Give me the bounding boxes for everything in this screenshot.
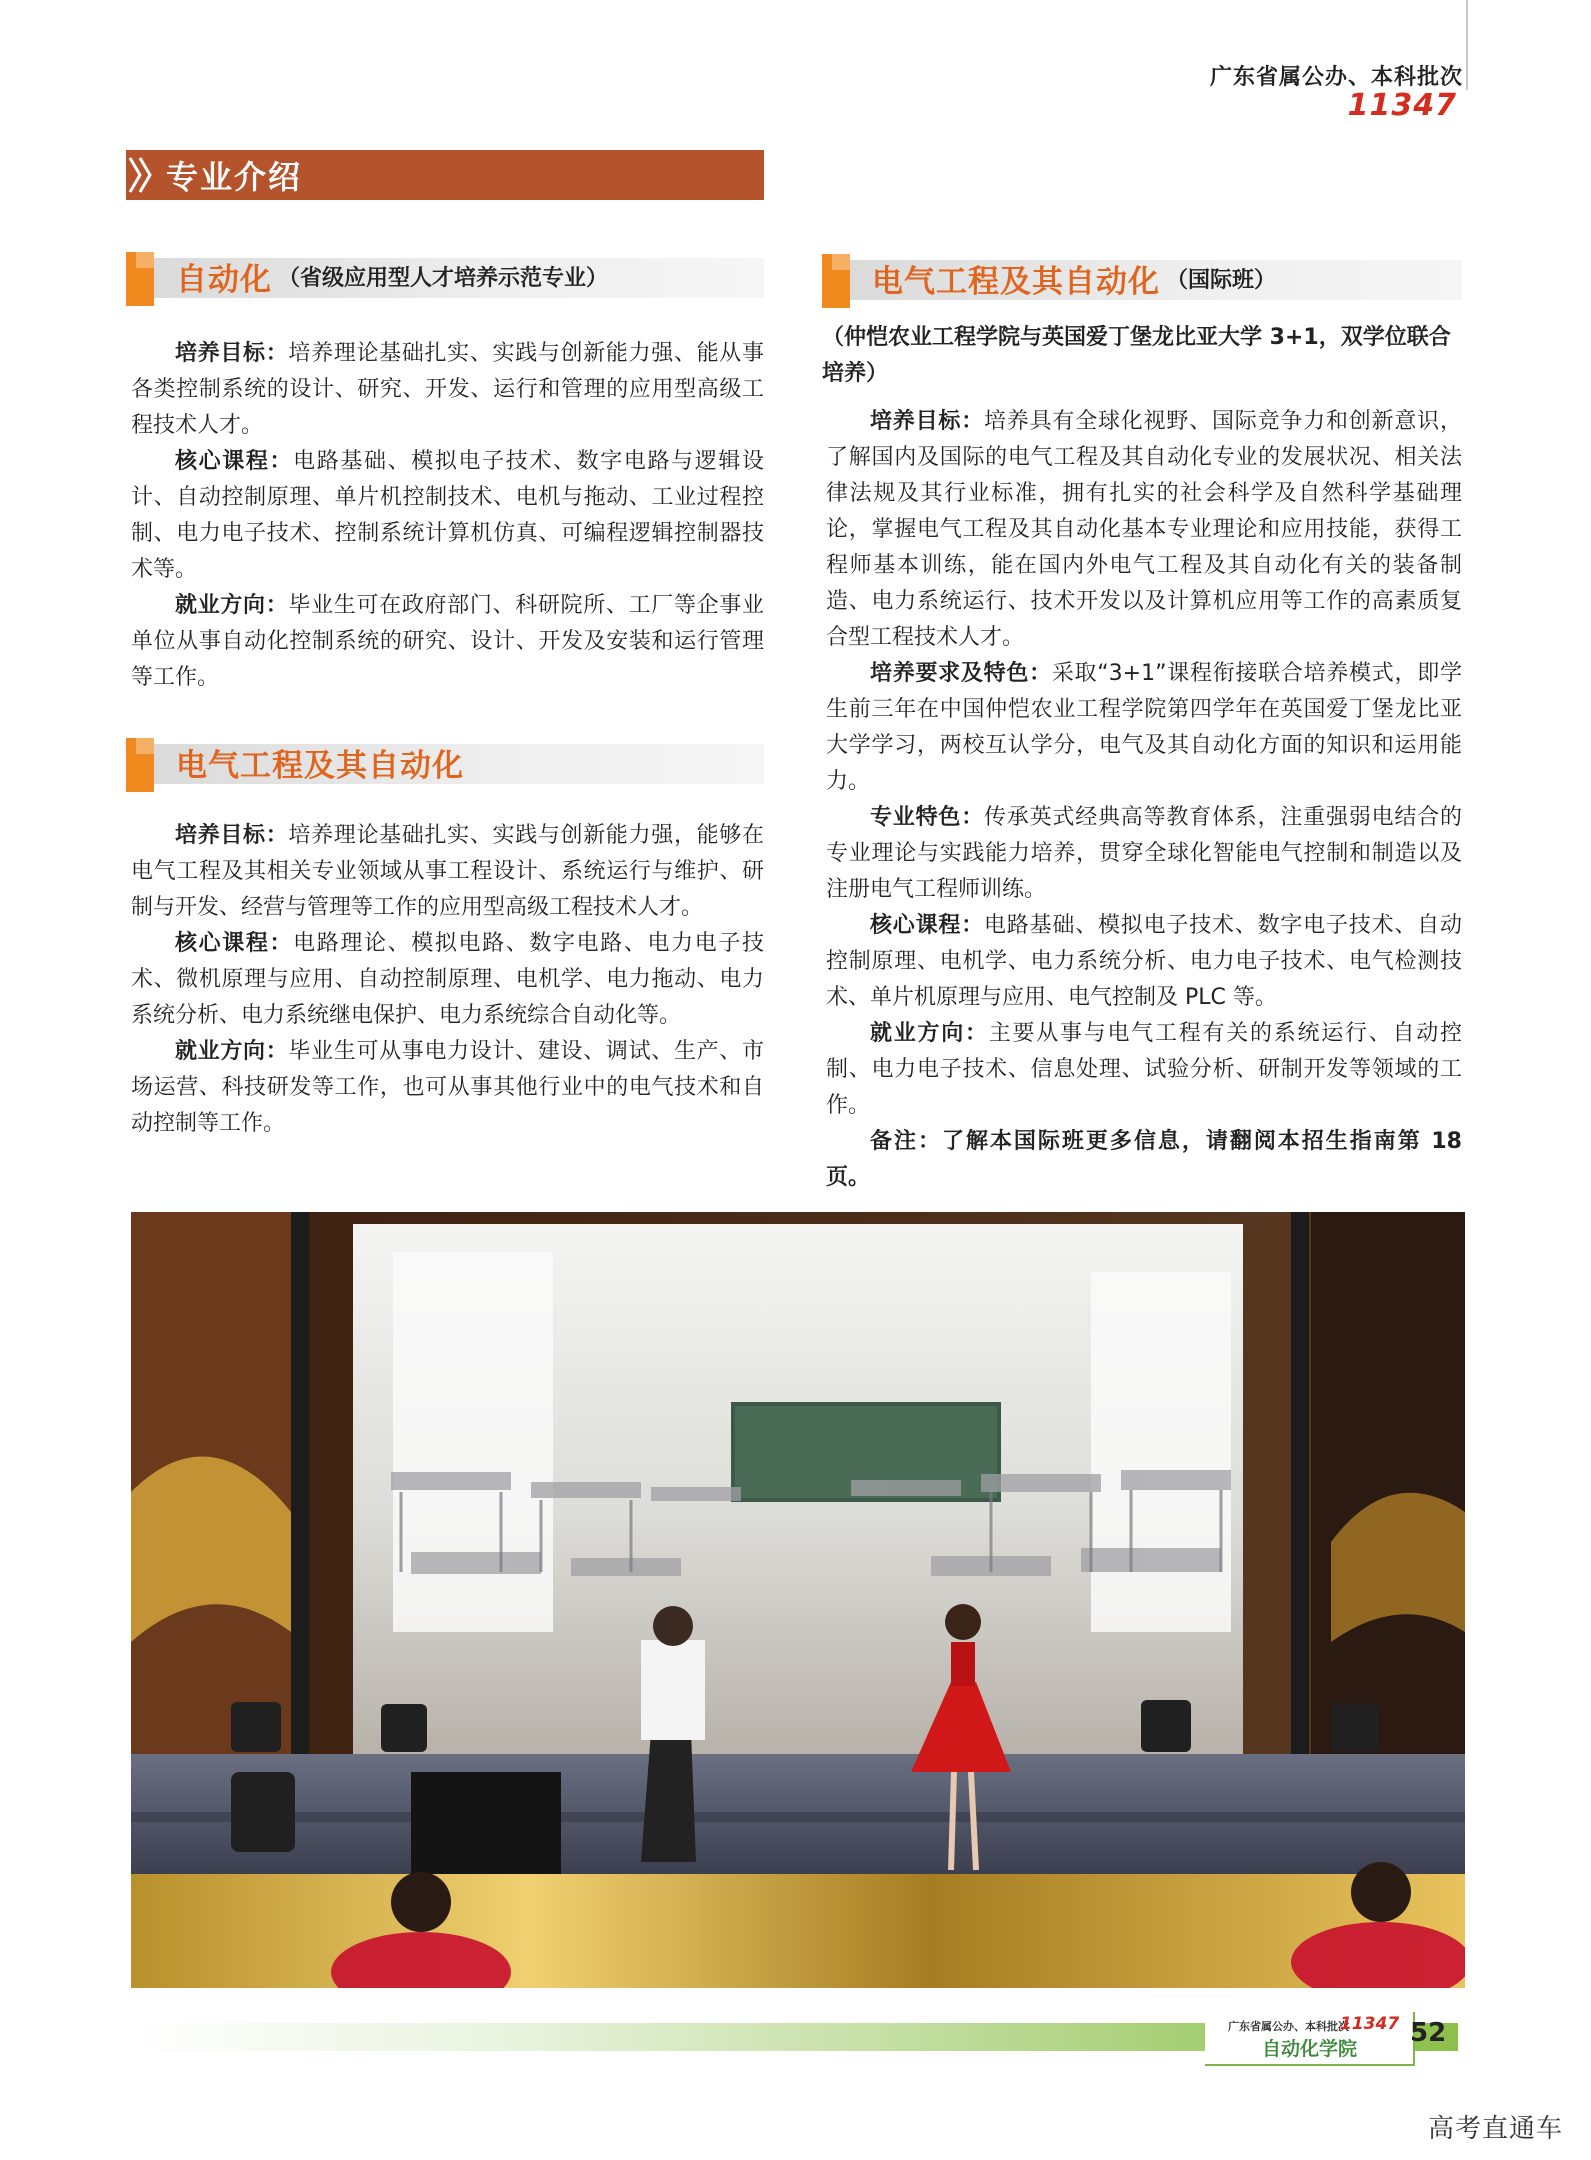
intl-para-requirements: 培养要求及特色：采取“3+1”课程衔接联合培养模式，即学生前三年在中国仲恺农业工程学院第四学年在英国爱丁堡龙比亚大学学习，两校互认学分，电气及其自动化方面的知识和运用能力。 — [826, 661, 1462, 794]
section-title: 专业介绍 — [166, 158, 303, 196]
double-chevron-icon — [126, 150, 158, 200]
orange-tab-marker — [126, 252, 154, 306]
orange-tab-marker — [822, 254, 850, 308]
top-rule — [1466, 0, 1468, 90]
footer-school-type: 广东省属公办、本科批次 — [1228, 2020, 1349, 2033]
intl-para-features: 专业特色：传承英式经典高等教育体系，注重强弱电结合的专业理论与实践能力培养，贯穿全球化智能电气控制和制造以及注册电气工程师训练。 — [826, 805, 1462, 902]
intl-subtitle: （仲恺农业工程学院与英国爱丁堡龙比亚大学 3+1，双学位联合培养） — [822, 325, 1451, 386]
electrical-para-goal: 培养目标：培养理论基础扎实、实践与创新能力强，能够在电气工程及其相关专业领域从事工程设计、系统运行与维护、研制与开发、经营与管理等工作的应用型高级工程技术人才。 — [131, 823, 764, 920]
automation-para-courses: 核心课程：电路基础、模拟电子技术、数字电路与逻辑设计、自动控制原理、单片机控制技术、电机与拖动、工业过程控制、电力电子技术、控制系统计算机仿真、可编程逻辑控制器技术等。 — [131, 449, 764, 582]
intl-para-goal: 培养目标：培养具有全球化视野、国际竞争力和创新意识，了解国内及国际的电气工程及其自动化专业的发展状况、相关法律法规及其行业标准，拥有扎实的社会科学及自然科学基础理论，掌握电气工程及其自动化基本专业理论和应用技能，获得工程师基本训练，能在国内外电气工程及其自动化有关的装备制造、电力系统运行、技术开发以及计算机应用等工作的高素质复合型工程技术人才。 — [826, 409, 1462, 650]
intl-para-courses: 核心课程：电路基础、模拟电子技术、数字电子技术、自动控制原理、电机学、电力系统分析、电力电子技术、电气检测技术、单片机原理与应用、电气控制及 PLC 等。 — [826, 913, 1462, 1010]
electrical-title: 电气工程及其自动化 — [176, 747, 464, 784]
electrical-para-courses: 核心课程：电路理论、模拟电路、数字电路、电力电子技术、微机原理与应用、自动控制原理、电机学、电力拖动、电力系统分析、电力系统继电保护、电力系统综合自动化等。 — [131, 931, 764, 1028]
automation-heading — [126, 252, 764, 300]
automation-body — [131, 336, 764, 696]
intl-note: 备注：了解本国际班更多信息，请翻阅本招生指南第 18 页。 — [826, 1129, 1462, 1190]
electrical-heading — [126, 738, 764, 786]
footer-college-name: 自动化学院 — [1262, 2038, 1358, 2060]
automation-para-goal: 培养目标：培养理论基础扎实、实践与创新能力强、能从事各类控制系统的设计、研究、开发、运行和管理的应用型高级工程技术人才。 — [131, 341, 764, 438]
intl-suffix: （国际班） — [1166, 267, 1277, 293]
intl-para-career: 就业方向：主要从事与电气工程有关的系统运行、自动控制、电力电子技术、信息处理、试验分析、研制开发等领域的工作。 — [826, 1021, 1462, 1118]
electrical-body — [131, 818, 764, 1142]
page-number: 52 — [1410, 2018, 1447, 2048]
automation-title: 自动化 — [176, 261, 272, 298]
orange-tab-marker — [126, 738, 154, 792]
automation-para-career: 就业方向：毕业生可在政府部门、科研院所、工厂等企事业单位从事自动化控制系统的研究、设计、开发及安装和运行管理等工作。 — [131, 593, 764, 690]
section-banner — [126, 150, 764, 200]
automation-suffix: （省级应用型人才培养示范专业） — [278, 265, 609, 291]
watermark: 高考直通车 — [1427, 2114, 1563, 2144]
intl-title: 电气工程及其自动化 — [872, 263, 1160, 300]
footer-school-code: 11347 — [1340, 2014, 1400, 2034]
stage-performance-photo — [131, 1212, 1465, 1988]
header-school-type: 广东省属公办、本科批次 — [1209, 64, 1463, 90]
header-school-code: 11347 — [1347, 88, 1457, 123]
electrical-para-career: 就业方向：毕业生可从事电力设计、建设、调试、生产、市场运营、科技研发等工作，也可从事其他行业中的电气技术和自动控制等工作。 — [131, 1039, 764, 1136]
intl-heading — [822, 254, 1462, 302]
intl-body — [826, 404, 1462, 1196]
